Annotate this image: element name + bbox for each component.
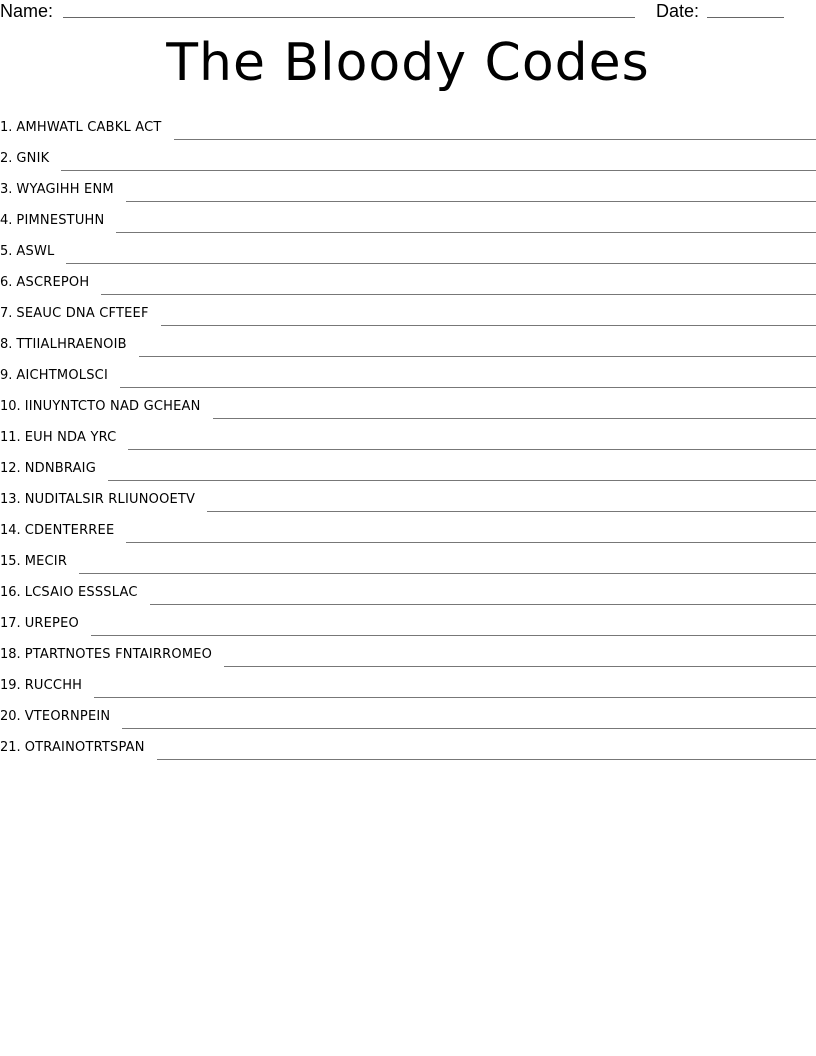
word-scramble-list [0,111,816,762]
list-item [0,731,816,762]
item-number: 19. [0,678,21,693]
item-number: 13. [0,492,21,507]
answer-line[interactable] [128,448,816,450]
scrambled-word: LCSAIO ESSSLAC [24,585,138,600]
item-number: 18. [0,647,21,662]
answer-line[interactable] [207,510,816,512]
date-field[interactable] [707,17,784,18]
list-item [0,545,816,576]
answer-line[interactable] [79,572,816,574]
name-field[interactable] [63,17,635,18]
answer-line[interactable] [174,138,816,140]
list-item [0,266,816,297]
item-number: 11. [0,430,21,445]
scrambled-word: SEAUC DNA CFTEEF [16,306,149,321]
answer-line[interactable] [108,479,816,481]
list-item [0,390,816,421]
scrambled-word: GNIK [16,151,50,166]
item-number: 3. [0,182,13,197]
item-number: 21. [0,740,21,755]
scrambled-word: UREPEO [24,616,79,631]
scrambled-word: CDENTERREE [24,523,115,538]
list-item [0,452,816,483]
scrambled-word: AICHTMOLSCI [16,368,108,383]
item-number: 2. [0,151,13,166]
answer-line[interactable] [150,603,816,605]
scrambled-word: NDNBRAIG [24,461,96,476]
item-number: 5. [0,244,13,259]
answer-line[interactable] [91,634,816,636]
item-number: 20. [0,709,21,724]
list-item [0,297,816,328]
worksheet-header [0,0,816,24]
scrambled-word: TTIIALHRAENOIB [16,337,127,352]
answer-line[interactable] [224,665,816,667]
answer-line[interactable] [66,262,816,264]
item-number: 1. [0,120,13,135]
item-number: 8. [0,337,13,352]
list-item [0,235,816,266]
item-number: 16. [0,585,21,600]
answer-line[interactable] [161,324,816,326]
answer-line[interactable] [61,169,816,171]
item-number: 6. [0,275,13,290]
list-item [0,142,816,173]
list-item [0,111,816,142]
list-item [0,328,816,359]
list-item [0,483,816,514]
list-item [0,638,816,669]
list-item [0,576,816,607]
answer-line[interactable] [126,200,816,202]
answer-line[interactable] [122,727,816,729]
item-number: 9. [0,368,13,383]
scrambled-word: PTARTNOTES FNTAIRROMEO [24,647,213,662]
scrambled-word: WYAGIHH ENM [16,182,114,197]
scrambled-word: OTRAINOTRTSPAN [24,740,145,755]
item-number: 15. [0,554,21,569]
list-item [0,607,816,638]
scrambled-word: MECIR [24,554,68,569]
item-number: 14. [0,523,21,538]
list-item [0,514,816,545]
answer-line[interactable] [157,758,816,760]
scrambled-word: IINUYNTCTO NAD GCHEAN [24,399,201,414]
scrambled-word: NUDITALSIR RLIUNOOETV [24,492,196,507]
list-item [0,173,816,204]
answer-line[interactable] [94,696,816,698]
scrambled-word: EUH NDA YRC [24,430,117,445]
name-label: Name: [0,1,54,21]
scrambled-word: VTEORNPEIN [24,709,111,724]
list-item [0,204,816,235]
date-label: Date: [656,1,700,21]
scrambled-word: RUCCHH [24,678,83,693]
list-item [0,669,816,700]
answer-line[interactable] [101,293,816,295]
item-number: 4. [0,213,13,228]
scrambled-word: ASCREPOH [16,275,90,290]
answer-line[interactable] [120,386,816,388]
item-number: 7. [0,306,13,321]
scrambled-word: ASWL [16,244,55,259]
list-item [0,421,816,452]
item-number: 10. [0,399,21,414]
list-item [0,359,816,390]
page-title: The Bloody Codes [166,33,650,93]
answer-line[interactable] [126,541,816,543]
scrambled-word: PIMNESTUHN [16,213,105,228]
scrambled-word: AMHWATL CABKL ACT [16,120,162,135]
answer-line[interactable] [213,417,816,419]
item-number: 17. [0,616,21,631]
answer-line[interactable] [139,355,816,357]
item-number: 12. [0,461,21,476]
answer-line[interactable] [116,231,816,233]
list-item [0,700,816,731]
